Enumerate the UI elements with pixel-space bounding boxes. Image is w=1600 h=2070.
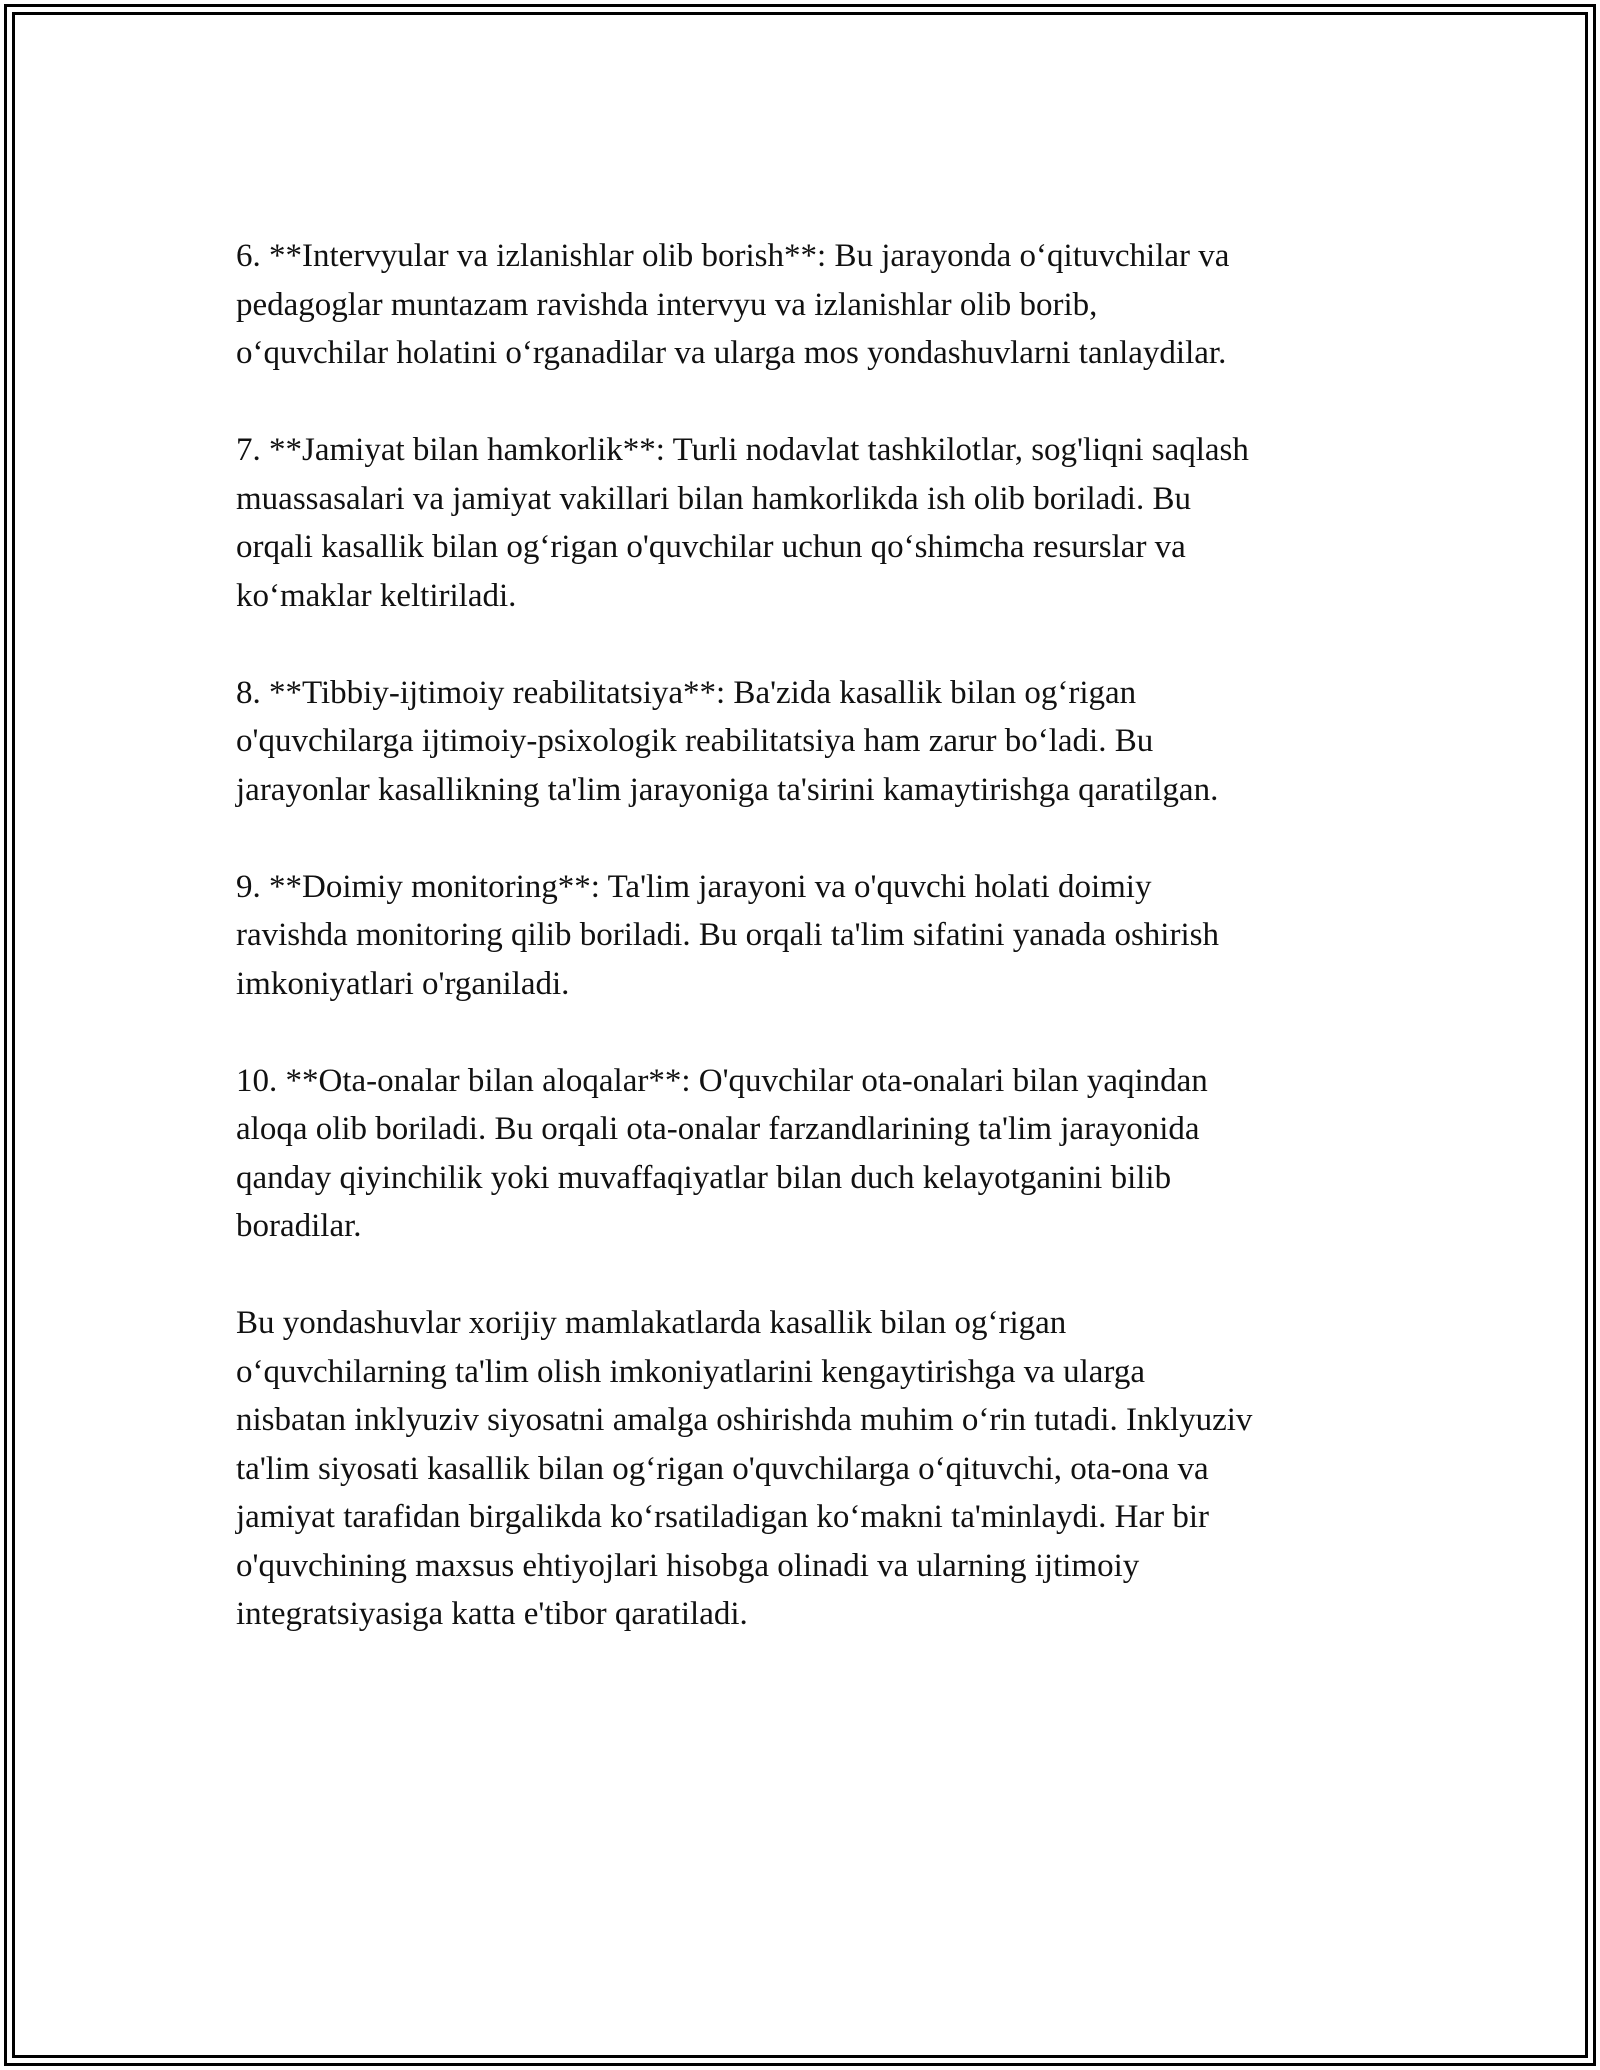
text-line: pedagoglar muntazam ravishda intervyu va izlanishlar olib borib,: [236, 286, 1098, 323]
text-line: ko‘maklar keltiriladi.: [236, 577, 517, 614]
text-line: 7. **Jamiyat bilan hamkorlik**: Turli nodavlat tashkilotlar, sog'liqni saqlash: [236, 432, 1249, 468]
text-line: muassasalari va jamiyat vakillari bilan hamkorlikda ish olib boriladi. Bu: [236, 480, 1191, 517]
text-line: boradilar.: [236, 1208, 362, 1244]
text-line: integratsiyasiga katta e'tibor qaratiladi.: [236, 1596, 748, 1632]
text-line: o'quvchilarga ijtimoiy-psixologik reabilitatsiya ham zarur bo‘ladi. Bu: [236, 723, 1154, 759]
text-line: orqali kasallik bilan og‘rigan o'quvchilar uchun qo‘shimcha resurslar va: [236, 529, 1186, 565]
text-line: ta'lim siyosati kasallik bilan og‘rigan o'quvchilarga o‘qituvchi, ota-ona va: [236, 1450, 1209, 1487]
text-line: Bu yondashuvlar xorijiy mamlakatlarda kasallik bilan og‘rigan: [236, 1305, 1067, 1341]
text-line: 9. **Doimiy monitoring**: Ta'lim jarayoni va o'quvchi holati doimiy: [236, 868, 1152, 905]
text-line: nisbatan inklyuziv siyosatni amalga oshirishda muhim o‘rin tutadi. Inklyuziv: [236, 1402, 1253, 1438]
paragraph-item-8: [236, 669, 1396, 815]
text-line: jarayonlar kasallikning ta'lim jarayoniga ta'sirini kamaytirishga qaratilgan.: [236, 771, 1219, 808]
text-line: 6. **Intervyular va izlanishlar olib borish**: Bu jarayonda o‘qituvchilar va: [236, 238, 1230, 274]
paragraph-item-7: [236, 426, 1396, 620]
text-line: o‘quvchilarning ta'lim olish imkoniyatlarini kengaytirishga va ularga: [236, 1353, 1145, 1390]
paragraph-item-9: [236, 863, 1396, 1009]
text-line: jamiyat tarafidan birgalikda ko‘rsatiladigan ko‘makni ta'minlaydi. Har bir: [236, 1499, 1210, 1535]
text-line: imkoniyatlari o'rganiladi.: [236, 965, 570, 1002]
text-line: 10. **Ota-onalar bilan aloqalar**: O'quvchilar ota-onalari bilan yaqindan: [236, 1062, 1208, 1099]
text-line: qanday qiyinchilik yoki muvaffaqiyatlar bilan duch kelayotganini bilib: [236, 1159, 1172, 1196]
paragraph-item-6: [236, 232, 1396, 378]
text-line: ravishda monitoring qilib boriladi. Bu orqali ta'lim sifatini yanada oshirish: [236, 917, 1219, 953]
text-line: 8. **Tibbiy-ijtimoiy reabilitatsiya**: Ba'zida kasallik bilan og‘rigan: [236, 674, 1137, 711]
text-line: o'quvchining maxsus ehtiyojlari hisobga olinadi va ularning ijtimoiy: [236, 1547, 1140, 1584]
text-line: o‘quvchilar holatini o‘rganadilar va ularga mos yondashuvlarni tanlaydilar.: [236, 335, 1227, 371]
document-body: [236, 232, 1396, 1687]
text-line: aloqa olib boriladi. Bu orqali ota-onalar farzandlarining ta'lim jarayonida: [236, 1111, 1200, 1147]
paragraph-conclusion: [236, 1299, 1396, 1639]
paragraph-item-10: [236, 1057, 1396, 1251]
